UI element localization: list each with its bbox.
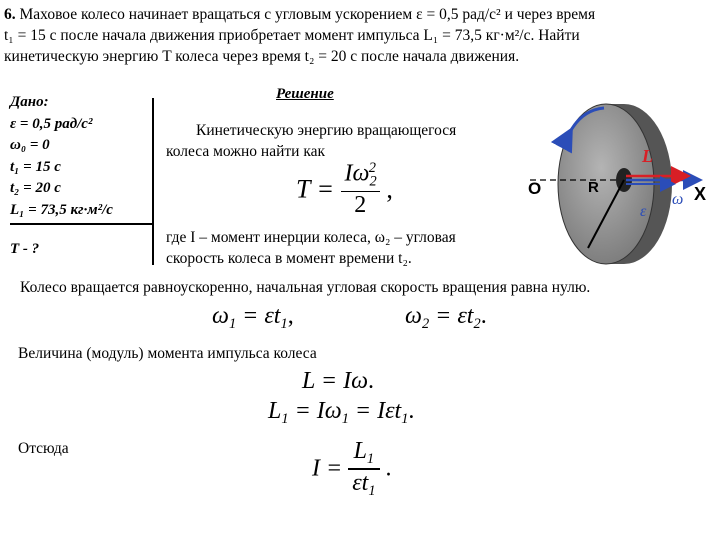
given-item: t₁ = 15 с <box>10 158 61 175</box>
solution-paragraph-2b: скорость колеса в момент времени t₂. <box>166 250 412 267</box>
solution-paragraph-1a: Кинетическую энергию вращающегося <box>196 122 457 139</box>
given-divider-horizontal <box>10 223 153 225</box>
formula-angular-momentum: L = Iω. <box>302 368 375 394</box>
given-item: ε = 0,5 рад/с² <box>10 115 93 132</box>
label-L: L <box>642 146 653 166</box>
solution-paragraph-1b: колеса можно найти как <box>166 143 326 160</box>
label-O: O <box>528 179 542 198</box>
solution-paragraph-3: Колесо вращается равноускоренно, начальная угловая скорость вращения равна нулю. <box>20 279 591 296</box>
solution-paragraph-5: Отсюда <box>18 440 69 457</box>
label-R: R <box>588 179 599 196</box>
formula-moment-of-inertia: I = $\frac{L_1}{\varepsilon t_1}$ . <box>312 438 392 499</box>
given-item: ω₀ = 0 <box>10 137 50 153</box>
solution-paragraph-2a: где I – момент инерции колеса, ω₂ – угловая <box>166 229 456 246</box>
given-item: t₂ = 20 с <box>10 180 61 196</box>
problem-line-2: t₁ = 15 с после начала движения приобретает момент импульса L₁ = 73,5 кг·м²/с. Найти <box>4 27 580 44</box>
given-divider-vertical <box>152 98 154 265</box>
formula-angular-momentum-t1: $L_1 = I\omega_1 = I\varepsilon t_1$. <box>268 398 415 428</box>
problem-statement <box>4 4 714 67</box>
problem-line-3: кинетическую энергию T колеса через время t₂ = 20 с после начала движения. <box>4 48 520 65</box>
solution-paragraph-4: Величина (модуль) момента импульса колеса <box>18 345 317 362</box>
label-X: X <box>694 184 707 204</box>
solution-title: Решение <box>276 86 334 102</box>
formula-omega1: $\omega_1 = \varepsilon t_1$, <box>212 303 294 333</box>
given-item: L₁ = 73,5 кг·м²/с <box>10 201 113 218</box>
given-block <box>10 92 150 261</box>
find-item: T - ? <box>10 241 40 257</box>
formula-kinetic-energy: T = $\frac{I\omega_2^2}{2}$ , <box>296 160 393 219</box>
problem-number: 6. <box>4 6 16 23</box>
formula-omega2: $\omega_2 = \varepsilon t_2$. <box>405 303 487 333</box>
flywheel-figure <box>522 100 718 272</box>
problem-line-1: 6. Маховое колесо начинает вращаться с угловым ускорением ε = 0,5 рад/с² и через время <box>4 6 596 23</box>
label-omega: ω <box>672 191 684 208</box>
label-epsilon: ε <box>640 203 647 220</box>
given-title: Дано: <box>10 94 49 110</box>
